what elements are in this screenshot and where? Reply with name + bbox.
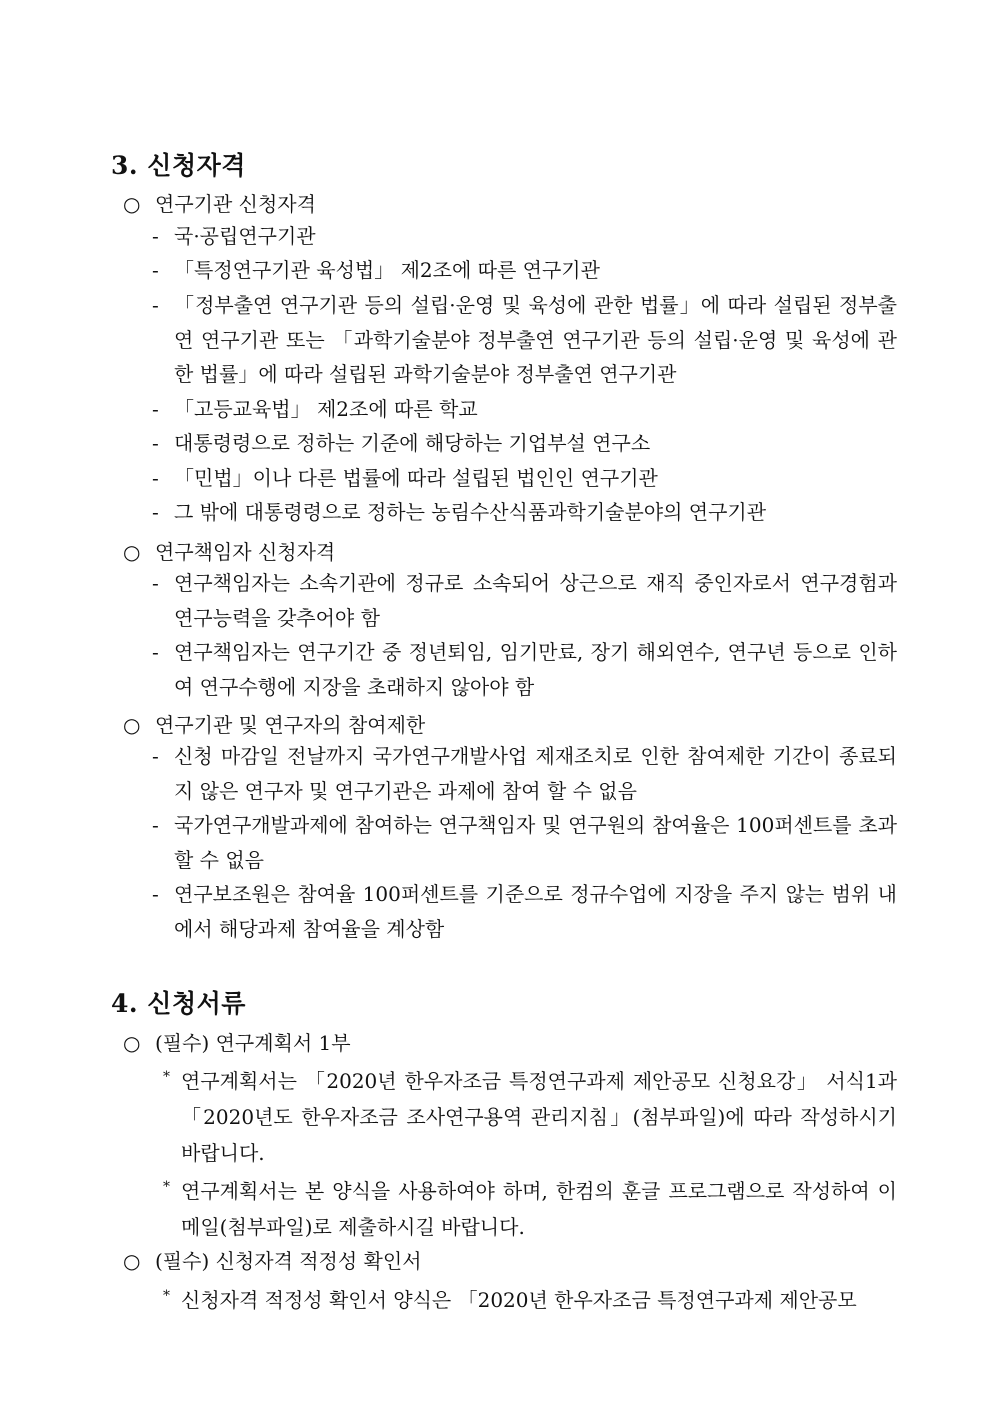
list-item: - 대통령령으로 정하는 기준에 해당하는 기업부설 연구소: [152, 426, 897, 461]
dash-icon: -: [152, 431, 159, 455]
note-item: * 연구계획서는 본 양식을 사용하여야 하며, 한컴의 훈글 프로그램으로 작성하여 이메일(첨부파일)로 제출하시길 바랍니다.: [163, 1173, 897, 1245]
group-principal-investigator: [123, 536, 335, 565]
asterisk-icon: *: [163, 1288, 170, 1304]
group-title: 연구기관 및 연구자의 참여제한: [155, 713, 426, 737]
list-item: - 「민법」이나 다른 법률에 따라 설립된 법인인 연구기관: [152, 461, 897, 496]
list-item: - 「고등교육법」 제2조에 따른 학교: [152, 392, 897, 427]
dash-icon: -: [152, 500, 159, 524]
dash-icon: -: [152, 640, 159, 664]
list-item: - 연구보조원은 참여율 100퍼센트를 기준으로 정규수업에 지장을 주지 않는 범위 내에서 해당과제 참여율을 계상함: [152, 877, 897, 946]
list-item: - 국·공립연구기관: [152, 219, 897, 254]
dash-icon: -: [152, 293, 159, 317]
dash-icon: -: [152, 258, 159, 282]
list-item: - 그 밖에 대통령령으로 정하는 농림수산식품과학기술분야의 연구기관: [152, 495, 897, 530]
circle-bullet-icon: ○: [123, 713, 141, 737]
asterisk-icon: *: [163, 1069, 170, 1085]
asterisk-icon: *: [163, 1179, 170, 1195]
group-research-institution: [123, 188, 316, 217]
circle-bullet-icon: ○: [123, 1249, 141, 1273]
circle-bullet-icon: ○: [123, 1031, 141, 1055]
group-participation-restriction: [123, 709, 425, 738]
note-item: * 신청자격 적정성 확인서 양식은 「2020년 한우자조금 특정연구과제 제안공모: [163, 1282, 897, 1318]
list-item: - 국가연구개발과제에 참여하는 연구책임자 및 연구원의 참여율은 100퍼센트를 초과할 수 없음: [152, 808, 897, 877]
list-item: - 연구책임자는 소속기관에 정규로 소속되어 상근으로 재직 중인자로서 연구경험과 연구능력을 갖추어야 함: [152, 566, 897, 635]
note-item: * 연구계획서는 「2020년 한우자조금 특정연구과제 제안공모 신청요강」 서식1과「2020년도 한우자조금 조사연구용역 관리지침」(첨부파일)에 따라 작성하시기 바랍니다.: [163, 1063, 897, 1171]
dash-icon: -: [152, 224, 159, 248]
group-title: 연구책임자 신청자격: [155, 540, 336, 564]
group-research-plan: [123, 1027, 351, 1056]
dash-icon: -: [152, 466, 159, 490]
list-item: - 「특정연구기관 육성법」 제2조에 따른 연구기관: [152, 253, 897, 288]
circle-bullet-icon: ○: [123, 192, 141, 216]
group-title: (필수) 신청자격 적정성 확인서: [155, 1249, 422, 1273]
group-eligibility-confirmation: [123, 1245, 422, 1274]
dash-icon: -: [152, 813, 159, 837]
list-item: - 신청 마감일 전날까지 국가연구개발사업 제재조치로 인한 참여제한 기간이 종료되지 않은 연구자 및 연구기관은 과제에 참여 할 수 없음: [152, 739, 897, 808]
dash-icon: -: [152, 571, 159, 595]
list-item: - 연구책임자는 연구기간 중 정년퇴임, 임기만료, 장기 해외연수, 연구년 등으로 인하여 연구수행에 지장을 초래하지 않아야 함: [152, 635, 897, 704]
group-title: (필수) 연구계획서 1부: [155, 1031, 351, 1055]
list-item: - 「정부출연 연구기관 등의 설립·운영 및 육성에 관한 법률」에 따라 설립된 정부출연 연구기관 또는 「과학기술분야 정부출연 연구기관 등의 설립·운영 및 육성에 관한 법률」에 따라 설립된 과학기술분야 정부출연 연구기관: [152, 288, 897, 392]
section-4-heading: 4. 신청서류: [111, 989, 246, 1018]
dash-icon: -: [152, 744, 159, 768]
group-title: 연구기관 신청자격: [155, 192, 316, 216]
dash-icon: -: [152, 882, 159, 906]
section-3-heading: 3. 신청자격: [111, 151, 246, 180]
circle-bullet-icon: ○: [123, 540, 141, 564]
dash-icon: -: [152, 397, 159, 421]
